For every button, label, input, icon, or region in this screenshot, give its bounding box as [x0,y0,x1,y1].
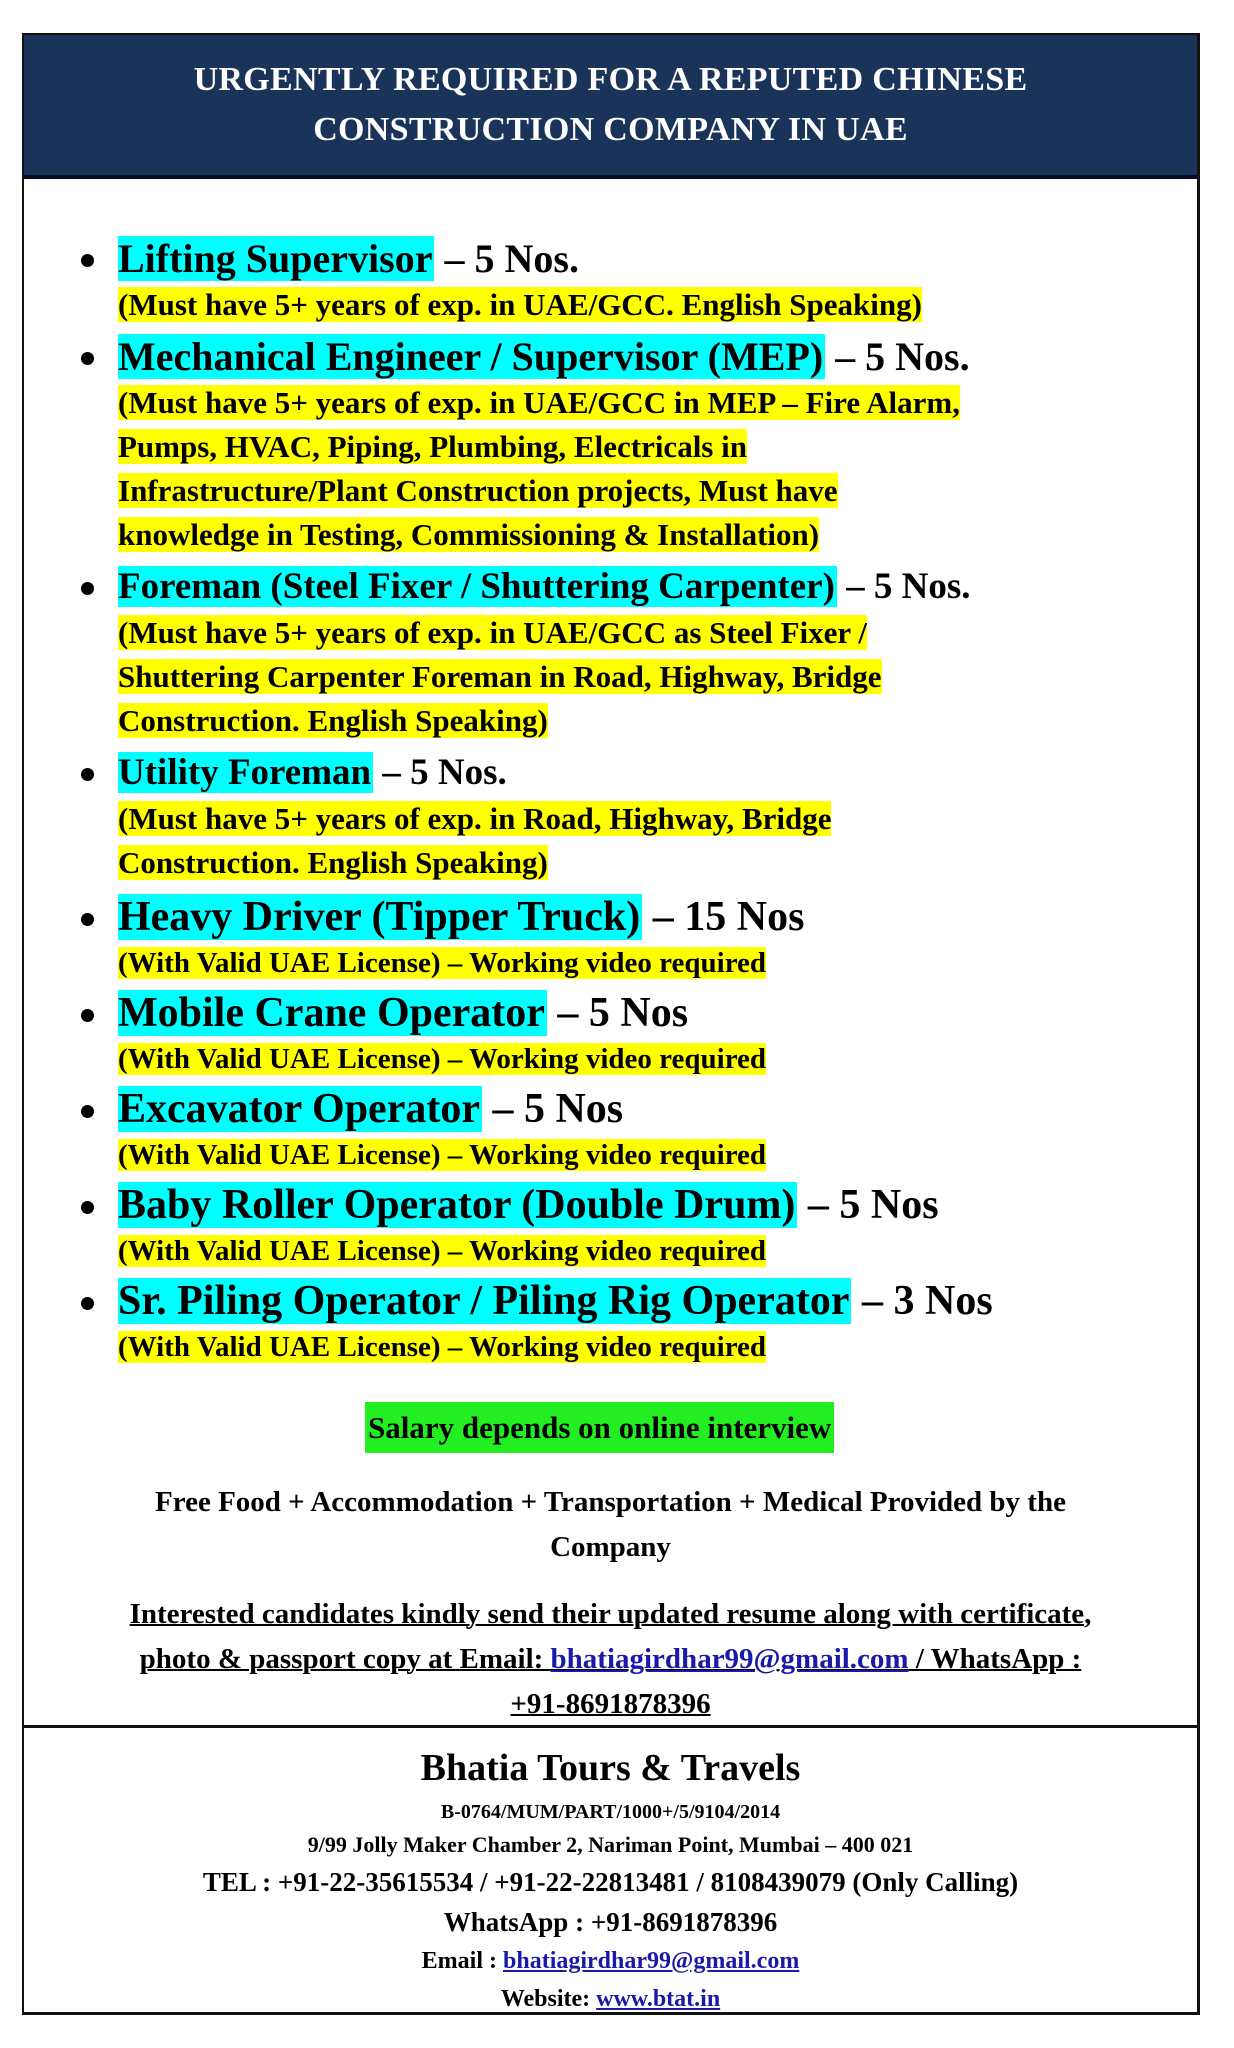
bullet-icon [81,254,94,267]
job-requirements: (Must have 5+ years of exp. in UAE/GCC in MEP – Fire Alarm, Pumps, HVAC, Piping, Plumbing, Electricals in Infrastructure/Plant Construction projects, Must have knowledge in Testing, Commissioning & Installation) [118,385,960,552]
job-title: Mechanical Engineer / Supervisor (MEP) [118,334,824,379]
job-title: Sr. Piling Operator / Piling Rig Operator [118,1278,850,1324]
agency-whatsapp: WhatsApp : +91-8691878396 [443,1907,778,1937]
bullet-icon [81,1105,94,1118]
bullet-icon [81,352,94,365]
job-requirements: (Must have 5+ years of exp. in UAE/GCC as Steel Fixer / Shuttering Carpenter Foreman in Road, Highway, Bridge Construction. English Speaking) [118,615,882,738]
bullet-icon [81,1297,94,1310]
bullet-icon [81,768,94,781]
job-count: – 5 Nos. [825,334,970,379]
header-banner [24,35,1197,179]
job-requirements: (With Valid UAE License) – Working video required [118,947,767,979]
job-count: – 5 Nos [797,1182,939,1228]
agency-address: 9/99 Jolly Maker Chamber 2, Nariman Point, Mumbai – 400 021 [307,1832,914,1857]
bullet-icon [81,582,94,595]
job-item-utility-foreman [24,749,1197,885]
application-instructions: Interested candidates kindly send their updated resume along with certificate, photo & passport copy at Email: bhatiagirdhar99@gmail.com / WhatsApp : +91-8691878396 [24,1592,1197,1727]
flyer-frame [22,33,1200,2015]
job-count: – 5 Nos [481,1086,624,1132]
job-item-piling-operator [24,1275,1197,1367]
job-requirements: (Must have 5+ years of exp. in UAE/GCC. English Speaking) [118,287,922,322]
job-title: Heavy Driver (Tipper Truck) [118,894,641,940]
license-number: B-0764/MUM/PART/1000+/5/9104/2014 [440,1801,781,1823]
job-title: Mobile Crane Operator [118,990,545,1036]
job-item-baby-roller-operator [24,1179,1197,1271]
agency-name: Bhatia Tours & Travels [420,1747,801,1789]
job-requirements: (Must have 5+ years of exp. in Road, Highway, Bridge Construction. English Speaking) [118,801,832,880]
perks-text: Free Food + Accommodation + Transportation + Medical Provided by the Company [155,1486,1066,1563]
job-count: – 5 Nos. [434,236,579,281]
job-title: Foreman (Steel Fixer / Shuttering Carpenter) [118,566,835,607]
job-item-foreman-steel-fixer [24,563,1197,743]
bullet-icon [81,1009,94,1022]
job-item-mechanical-engineer [24,333,1197,557]
apply-email-link[interactable]: bhatiagirdhar99@gmail.com [550,1643,909,1675]
job-requirements: (With Valid UAE License) – Working video required [118,1235,767,1267]
agency-website: Website: www.btat.in [500,1986,721,2012]
job-title: Baby Roller Operator (Double Drum) [118,1182,796,1228]
agency-footer [24,1740,1197,2018]
page-title [121,55,1101,155]
job-title: Utility Foreman [118,752,372,793]
job-count: – 5 Nos. [373,752,507,793]
agency-email: Email : bhatiagirdhar99@gmail.com [421,1948,800,1974]
job-requirements: (With Valid UAE License) – Working video required [118,1331,767,1363]
job-count: – 5 Nos. [836,566,971,607]
agency-phone: TEL : +91-22-35615534 / +91-22-22813481 / 8108439079 (Only Calling) [202,1867,1019,1897]
apply-whatsapp: +91-8691878396 [510,1688,711,1720]
bullet-icon [81,913,94,926]
job-item-lifting-supervisor [24,235,1197,327]
job-count: – 15 Nos [642,894,805,940]
title-line-2: CONSTRUCTION COMPANY IN UAE [313,111,908,148]
bullet-icon [81,1201,94,1214]
job-requirements: (With Valid UAE License) – Working video required [118,1139,767,1171]
job-item-excavator-operator [24,1083,1197,1175]
website-link[interactable]: www.btat.in [596,1986,721,2012]
job-count: – 5 Nos [546,990,689,1036]
job-list [24,235,1197,1367]
job-count: – 3 Nos [851,1278,993,1324]
footer-email-link[interactable]: bhatiagirdhar99@gmail.com [503,1948,800,1974]
job-title: Lifting Supervisor [118,236,433,281]
job-title: Excavator Operator [118,1086,480,1132]
job-item-heavy-driver [24,891,1197,983]
salary-note: Salary depends on online interview [365,1402,834,1453]
job-requirements: (With Valid UAE License) – Working video required [118,1043,767,1075]
job-item-mobile-crane-operator [24,987,1197,1079]
title-line-1: URGENTLY REQUIRED FOR A REPUTED CHINESE [193,61,1028,98]
footer-divider [24,1725,1197,1728]
